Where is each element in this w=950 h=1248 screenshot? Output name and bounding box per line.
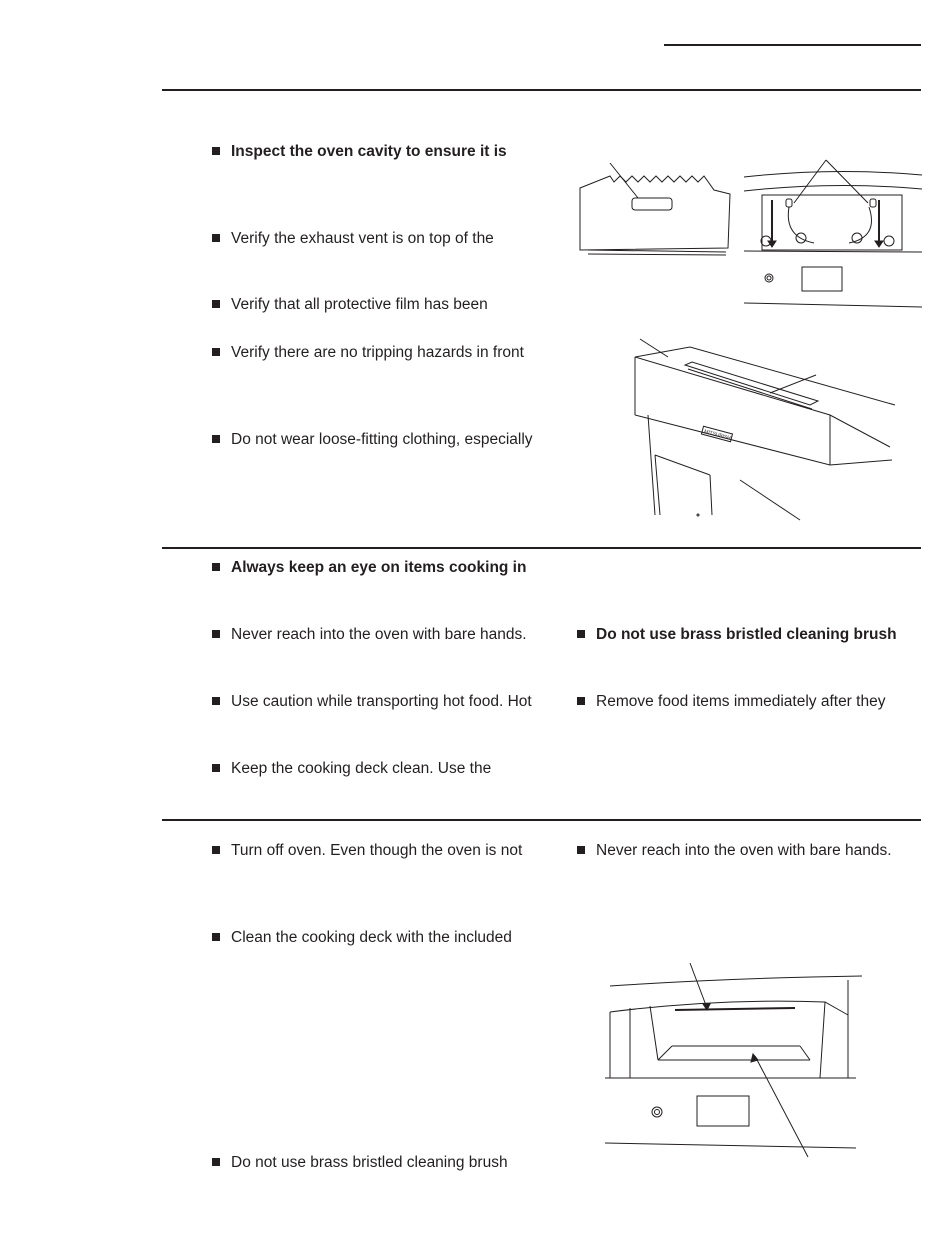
- bullet-text: Remove food items immediately after they: [596, 693, 886, 710]
- bullet-text: Do not use brass bristled cleaning brush: [231, 1154, 508, 1171]
- bullet-item: [212, 143, 507, 161]
- bullet-text: Never reach into the oven with bare hands.: [231, 626, 527, 643]
- bullet-icon: [577, 697, 585, 705]
- bullet-item: [212, 626, 527, 644]
- bullet-item: [577, 842, 892, 860]
- bullet-icon: [212, 435, 220, 443]
- bullet-text: Verify that all protective film has been: [231, 296, 488, 313]
- bullet-icon: [577, 630, 585, 638]
- bullet-text: Use caution while transporting hot food. Hot: [231, 693, 532, 710]
- bullet-item: [212, 760, 491, 778]
- section-rule-2: [162, 547, 921, 549]
- bullet-text: Do not use brass bristled cleaning brush: [596, 626, 897, 643]
- bullet-item: [212, 693, 532, 711]
- bullet-text: Never reach into the oven with bare hands.: [596, 842, 892, 859]
- bullet-item: [577, 626, 897, 644]
- brand-badge: MITSUBISHI: [703, 428, 733, 442]
- bullet-text: Verify the exhaust vent is on top of the: [231, 230, 494, 247]
- bullet-icon: [212, 1158, 220, 1166]
- bullet-text: Verify there are no tripping hazards in front: [231, 344, 524, 361]
- oven-cavity-illustration: [600, 960, 870, 1165]
- bullet-icon: [212, 697, 220, 705]
- bullet-icon: [577, 846, 585, 854]
- bullet-icon: [212, 300, 220, 308]
- bullet-icon: [212, 348, 220, 356]
- bullet-item: [212, 559, 526, 577]
- bullet-text: Do not wear loose-fitting clothing, especially: [231, 431, 533, 448]
- bullet-item: [212, 431, 533, 449]
- bullet-item: [212, 296, 488, 314]
- bullet-icon: [212, 846, 220, 854]
- bullet-item: [212, 344, 524, 362]
- bullet-icon: [212, 563, 220, 571]
- bullet-item: [577, 693, 885, 711]
- oven-front-shields-illustration: [744, 155, 924, 315]
- bullet-item: [212, 842, 522, 860]
- header-rule-short: [664, 44, 921, 46]
- bullet-icon: [212, 630, 220, 638]
- bullet-text: Turn off oven. Even though the oven is not: [231, 842, 523, 859]
- bullet-text: Clean the cooking deck with the included: [231, 929, 512, 946]
- bullet-text: Inspect the oven cavity to ensure it is: [231, 143, 507, 160]
- bullet-icon: [212, 764, 220, 772]
- bullet-item: [212, 929, 512, 947]
- bullet-icon: [212, 147, 220, 155]
- bullet-icon: [212, 933, 220, 941]
- section-rule-3: [162, 819, 921, 821]
- bullet-item: [212, 1154, 508, 1172]
- oven-top-vent-illustration: [630, 335, 900, 520]
- bullet-icon: [212, 234, 220, 242]
- bullet-item: [212, 230, 494, 248]
- bullet-text: Always keep an eye on items cooking in: [231, 559, 527, 576]
- bullet-text: Keep the cooking deck clean. Use the: [231, 760, 492, 777]
- exhaust-vent-illustration: [570, 160, 740, 260]
- section-rule-1: [162, 89, 921, 91]
